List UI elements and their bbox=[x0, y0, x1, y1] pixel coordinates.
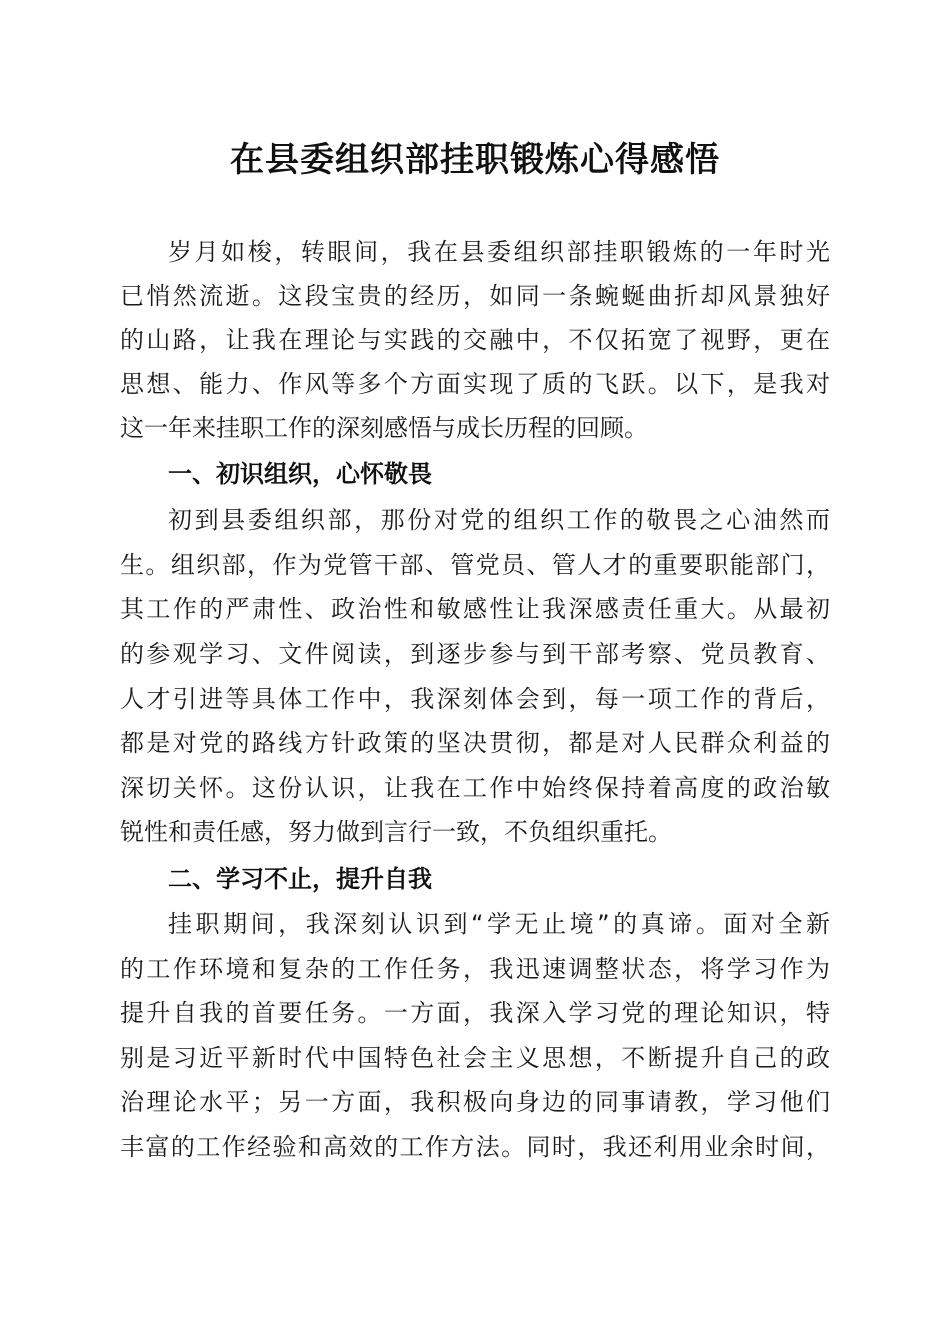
paragraph-line: 都是对党的路线方针政策的坚决贯彻，都是对人民群众利益的 bbox=[120, 729, 830, 757]
paragraph-line: 锐性和责任感，努力做到言行一致，不负组织重托。 bbox=[120, 818, 672, 846]
section-heading-2: 二、学习不止，提升自我 bbox=[168, 865, 432, 893]
paragraph-line: 挂职期间，我深刻认识到“学无止境”的真谛。面对全新 bbox=[168, 910, 830, 938]
paragraph-line: 这一年来挂职工作的深刻感悟与成长历程的回顾。 bbox=[120, 414, 648, 442]
paragraph-line: 的工作环境和复杂的工作任务，我迅速调整状态，将学习作为 bbox=[120, 955, 830, 983]
paragraph-line: 生。组织部，作为党管干部、管党员、管人才的重要职能部门， bbox=[120, 551, 830, 579]
paragraph-line: 丰富的工作经验和高效的工作方法。同时，我还利用业余时间， bbox=[120, 1133, 830, 1161]
paragraph-line: 别是习近平新时代中国特色社会主义思想，不断提升自己的政 bbox=[120, 1044, 830, 1072]
document-title: 在县委组织部挂职锻炼心得感悟 bbox=[230, 140, 720, 180]
paragraph-line: 提升自我的首要任务。一方面，我深入学习党的理论知识，特 bbox=[120, 999, 830, 1027]
paragraph-line: 岁月如梭，转眼间，我在县委组织部挂职锻炼的一年时光 bbox=[168, 238, 830, 266]
paragraph-line: 思想、能力、作风等多个方面实现了质的飞跃。以下，是我对 bbox=[120, 370, 830, 398]
paragraph-line: 深切关怀。这份认识，让我在工作中始终保持着高度的政治敏 bbox=[120, 774, 830, 802]
paragraph-line: 的参观学习、文件阅读，到逐步参与到干部考察、党员教育、 bbox=[120, 640, 830, 668]
paragraph-line: 治理论水平；另一方面，我积极向身边的同事请教，学习他们 bbox=[120, 1088, 830, 1116]
paragraph-line: 的山路，让我在理论与实践的交融中，不仅拓宽了视野，更在 bbox=[120, 326, 830, 354]
paragraph-line: 已悄然流逝。这段宝贵的经历，如同一条蜿蜒曲折却风景独好 bbox=[120, 282, 830, 310]
paragraph-line: 初到县委组织部，那份对党的组织工作的敬畏之心油然而 bbox=[168, 506, 830, 534]
paragraph-line: 人才引进等具体工作中，我深刻体会到，每一项工作的背后， bbox=[120, 685, 830, 713]
section-heading-1: 一、初识组织，心怀敬畏 bbox=[168, 460, 432, 488]
paragraph-line: 其工作的严肃性、政治性和敏感性让我深感责任重大。从最初 bbox=[120, 595, 830, 623]
